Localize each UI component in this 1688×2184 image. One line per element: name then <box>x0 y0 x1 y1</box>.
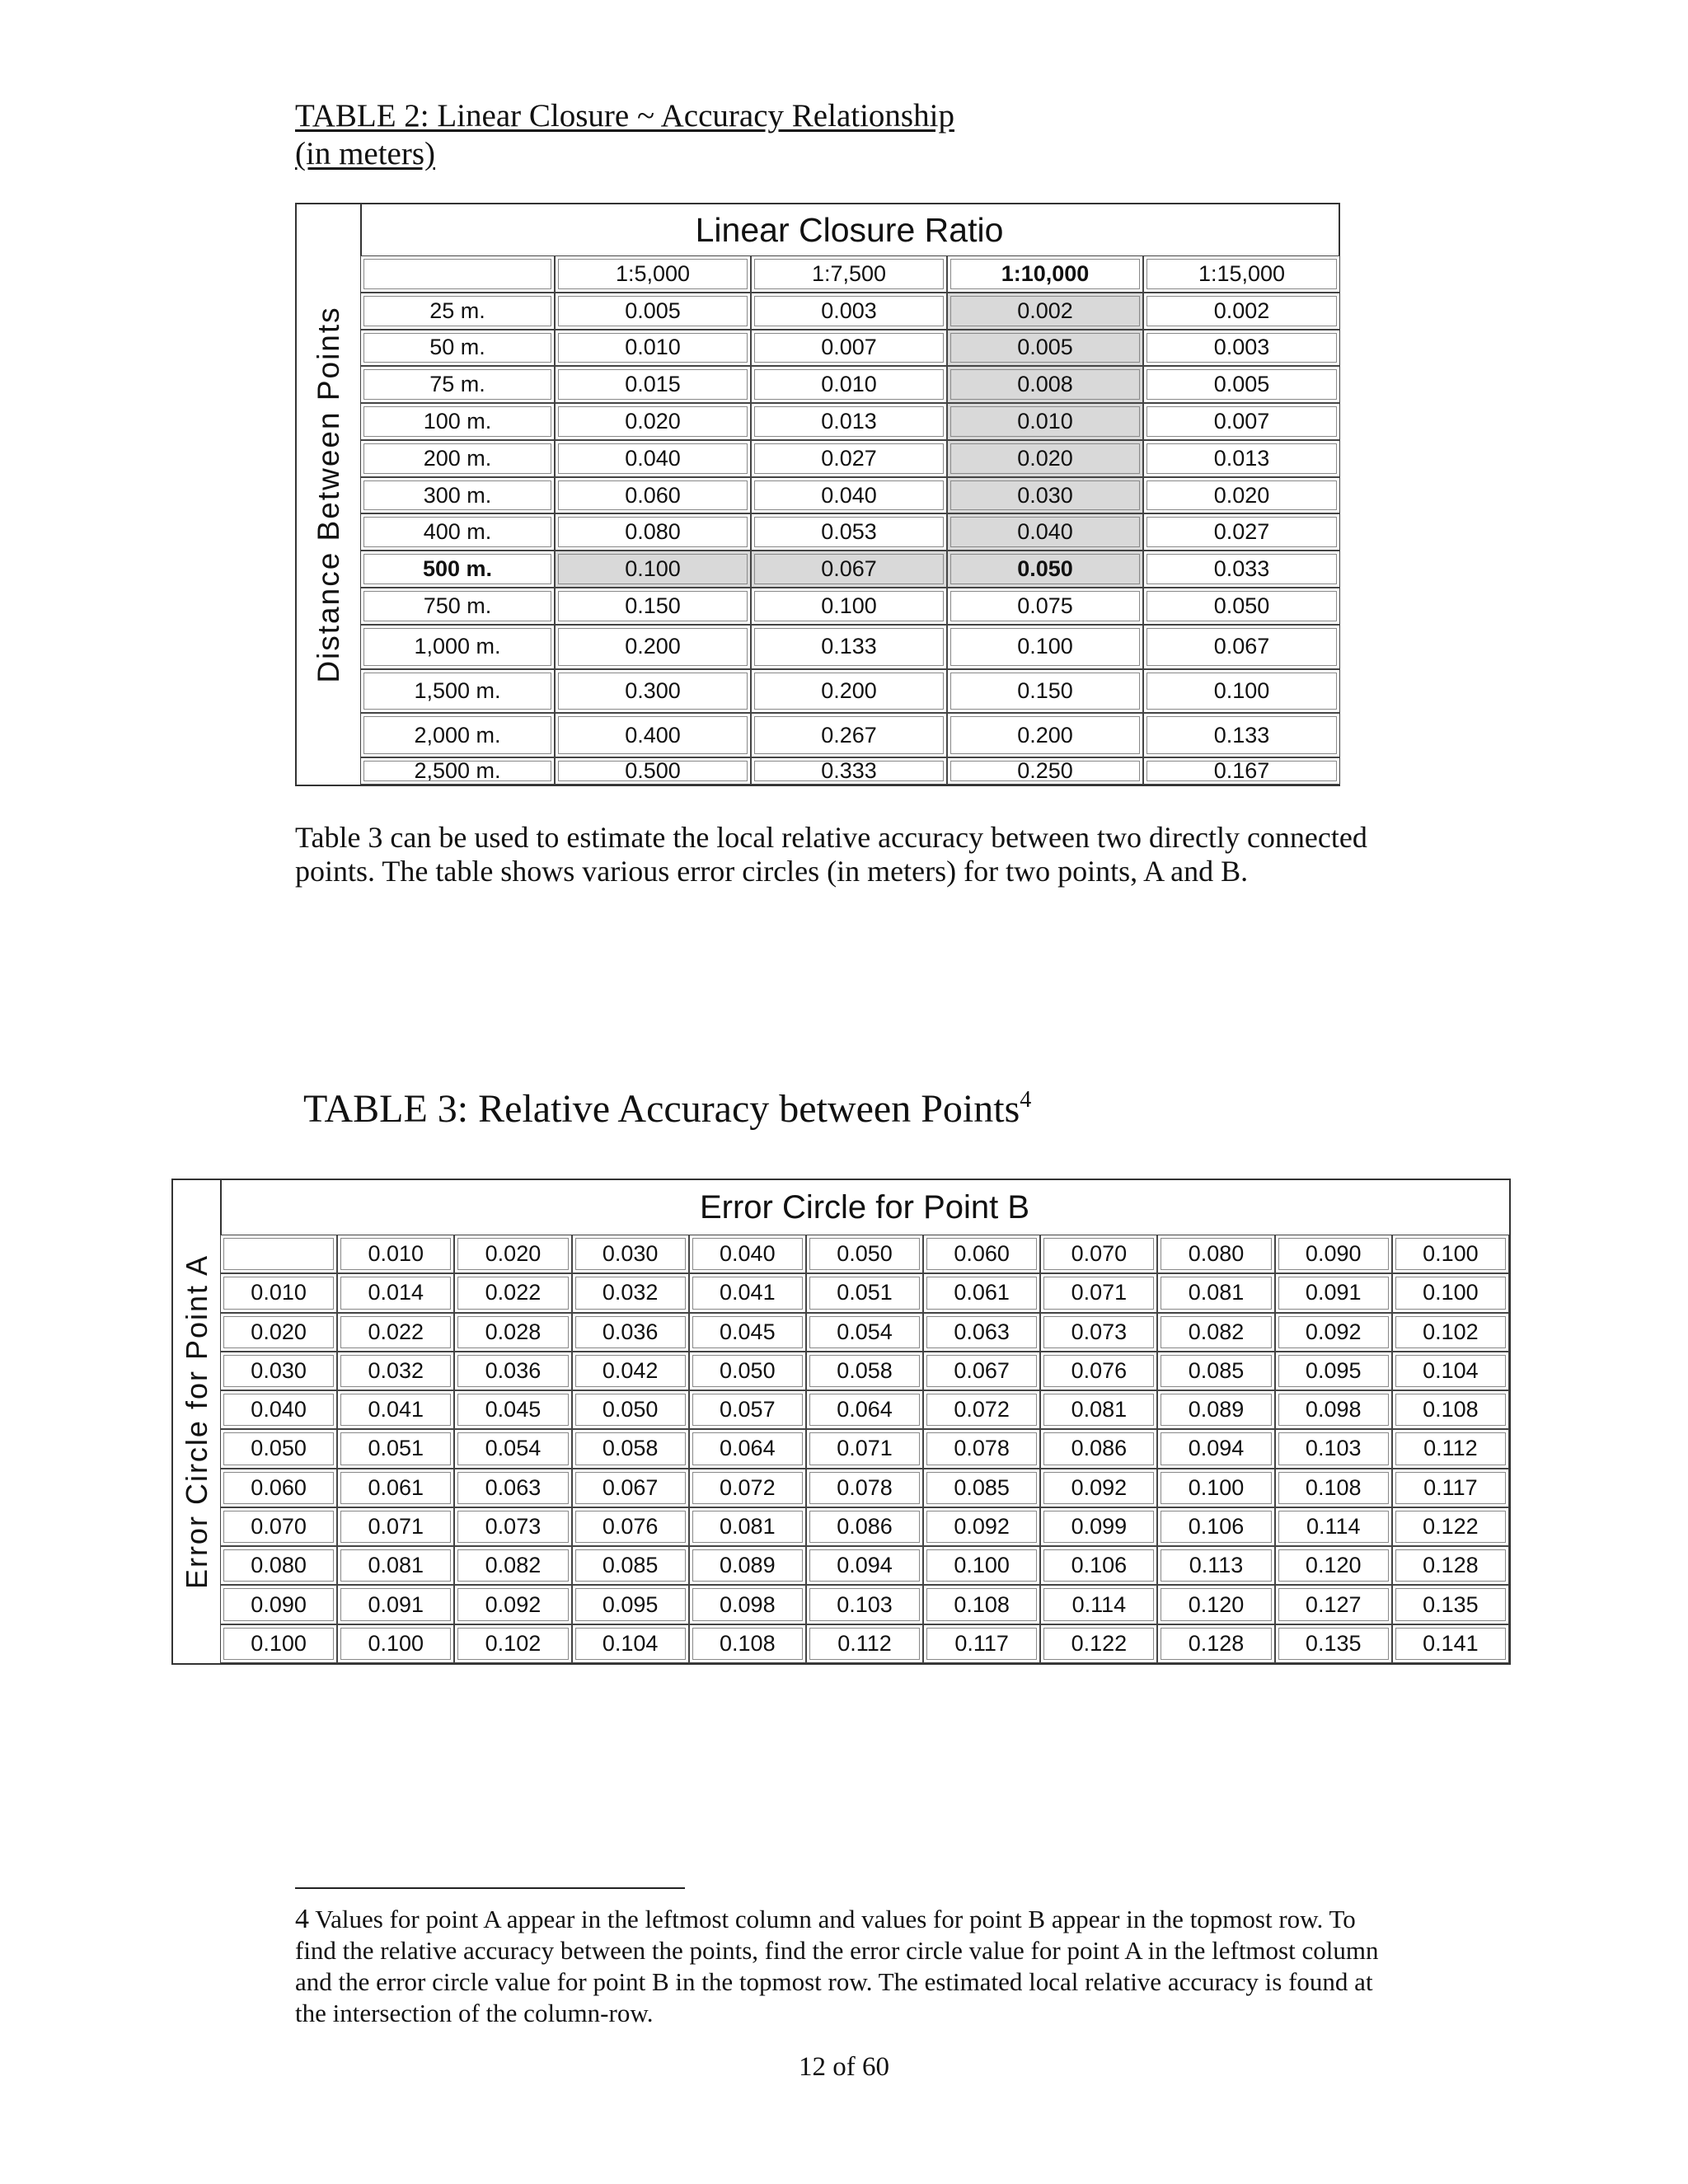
table2-cell: 0.002 <box>1143 293 1340 330</box>
table3-cell: 0.103 <box>1275 1429 1392 1468</box>
table3-cell: 0.071 <box>806 1429 923 1468</box>
table2-cell: 0.200 <box>947 713 1143 757</box>
table2-grid <box>360 255 1339 785</box>
table3-cell: 0.050 <box>572 1390 689 1429</box>
table3-cell: 0.122 <box>1392 1507 1509 1546</box>
table2-cell: 0.002 <box>947 293 1143 330</box>
table3-caption <box>303 1086 1031 1132</box>
table3-cell: 0.117 <box>1392 1469 1509 1507</box>
table2-cell: 0.013 <box>751 403 947 440</box>
table3-cell: 0.102 <box>1392 1313 1509 1352</box>
table3-cell: 0.076 <box>572 1507 689 1546</box>
table3-cell: 0.120 <box>1275 1546 1392 1585</box>
footnote-text: Values for point A appear in the leftmost column and values for point B appear in the topmost row. To find the relative accuracy between the points, find the error circle value for point A in the leftmost column and the error circle value for point B in the topmost row. The estimated local relative accuracy is found at the intersection of the column-row. <box>295 1905 1379 2027</box>
table2-cell: 0.300 <box>555 669 751 714</box>
table2-row-header: 300 m. <box>360 477 555 514</box>
table2-column-header: 1:5,000 <box>555 255 751 293</box>
table2-cell: 0.007 <box>751 330 947 367</box>
table3-cell: 0.071 <box>337 1507 454 1546</box>
table3-column-header: 0.090 <box>1275 1235 1392 1273</box>
table3-column-header: 0.020 <box>454 1235 571 1273</box>
table2-cell: 0.003 <box>751 293 947 330</box>
table3-cell: 0.073 <box>1040 1313 1157 1352</box>
table3-cell: 0.064 <box>806 1390 923 1429</box>
table3-side-header <box>173 1180 222 1663</box>
table2-caption-line1: TABLE 2: Linear Closure ~ Accuracy Relationship <box>295 98 954 134</box>
table3-cell: 0.085 <box>923 1469 1040 1507</box>
table3-caption-text: TABLE 3: Relative Accuracy between Points <box>303 1087 1020 1131</box>
table3-cell: 0.082 <box>1157 1313 1274 1352</box>
table3-cell: 0.117 <box>923 1624 1040 1663</box>
table3-cell: 0.061 <box>923 1273 1040 1312</box>
table2-cell: 0.003 <box>1143 330 1340 367</box>
table3-cell: 0.099 <box>1040 1507 1157 1546</box>
table2-row-header: 200 m. <box>360 440 555 477</box>
table2-cell: 0.020 <box>1143 477 1340 514</box>
table2-row-header: 400 m. <box>360 513 555 551</box>
table3-cell: 0.095 <box>1275 1352 1392 1390</box>
table3-cell: 0.135 <box>1275 1624 1392 1663</box>
table2-cell: 0.200 <box>751 669 947 714</box>
table3-column-header: 0.010 <box>337 1235 454 1273</box>
table3-cell: 0.086 <box>1040 1429 1157 1468</box>
table3 <box>171 1179 1511 1665</box>
table3-cell: 0.103 <box>806 1585 923 1624</box>
table3-cell: 0.032 <box>572 1273 689 1312</box>
table3-column-header: 0.030 <box>572 1235 689 1273</box>
table2-column-header: 1:15,000 <box>1143 255 1340 293</box>
table3-cell: 0.100 <box>1157 1469 1274 1507</box>
table2-caption-line2: (in meters) <box>295 136 436 171</box>
table2-cell: 0.033 <box>1143 551 1340 588</box>
table2-cell: 0.030 <box>947 477 1143 514</box>
table2-cell: 0.067 <box>1143 625 1340 669</box>
table2-column-header: 1:7,500 <box>751 255 947 293</box>
table2-row-header: 2,000 m. <box>360 713 555 757</box>
table2-cell: 0.100 <box>555 551 751 588</box>
table2-row-header: 1,500 m. <box>360 669 555 714</box>
table3-row-header: 0.050 <box>220 1429 337 1468</box>
table2-cell: 0.027 <box>1143 513 1340 551</box>
table3-cell: 0.128 <box>1157 1624 1274 1663</box>
table2-cell: 0.333 <box>751 757 947 785</box>
table3-cell: 0.064 <box>689 1429 806 1468</box>
table3-row-header: 0.100 <box>220 1624 337 1663</box>
table2-cell: 0.020 <box>555 403 751 440</box>
table2-cell: 0.100 <box>1143 669 1340 714</box>
table3-cell: 0.022 <box>454 1273 571 1312</box>
table3-cell: 0.113 <box>1157 1546 1274 1585</box>
table3-cell: 0.032 <box>337 1352 454 1390</box>
table2-cell: 0.400 <box>555 713 751 757</box>
table2-cell: 0.075 <box>947 588 1143 625</box>
table3-cell: 0.112 <box>806 1624 923 1663</box>
table3-cell: 0.108 <box>1275 1469 1392 1507</box>
table3-cell: 0.098 <box>1275 1390 1392 1429</box>
table3-row-header: 0.020 <box>220 1313 337 1352</box>
table3-cell: 0.112 <box>1392 1429 1509 1468</box>
table3-cell: 0.128 <box>1392 1546 1509 1585</box>
table2-cell: 0.010 <box>947 403 1143 440</box>
table3-column-header: 0.100 <box>1392 1235 1509 1273</box>
table3-row-header: 0.010 <box>220 1273 337 1312</box>
table3-cell: 0.081 <box>1157 1273 1274 1312</box>
table3-title: Error Circle for Point B <box>220 1180 1509 1236</box>
table3-cell: 0.108 <box>923 1585 1040 1624</box>
table2-row-header: 100 m. <box>360 403 555 440</box>
table3-cell: 0.067 <box>572 1469 689 1507</box>
table2-row-header: 500 m. <box>360 551 555 588</box>
table3-cell: 0.051 <box>806 1273 923 1312</box>
table3-cell: 0.042 <box>572 1352 689 1390</box>
table3-cell: 0.041 <box>337 1390 454 1429</box>
table3-cell: 0.095 <box>572 1585 689 1624</box>
table3-cell: 0.045 <box>454 1390 571 1429</box>
table2-cell: 0.010 <box>751 366 947 403</box>
table2-cell: 0.005 <box>1143 366 1340 403</box>
table2-corner-cell <box>360 255 555 293</box>
table2-cell: 0.150 <box>947 669 1143 714</box>
table3-cell: 0.120 <box>1157 1585 1274 1624</box>
table2-cell: 0.027 <box>751 440 947 477</box>
table2-side-header <box>297 204 362 785</box>
table3-side-label: Error Circle for Point A <box>179 1254 213 1590</box>
table3-cell: 0.057 <box>689 1390 806 1429</box>
table3-cell: 0.092 <box>1040 1469 1157 1507</box>
table3-cell: 0.061 <box>337 1469 454 1507</box>
table3-cell: 0.072 <box>923 1390 1040 1429</box>
table3-cell: 0.058 <box>806 1352 923 1390</box>
page-number: 12 of 60 <box>799 2052 889 2082</box>
table2-cell: 0.015 <box>555 366 751 403</box>
table3-cell: 0.135 <box>1392 1585 1509 1624</box>
table3-cell: 0.063 <box>923 1313 1040 1352</box>
footnote-ref: 4 <box>1020 1087 1032 1113</box>
table3-cell: 0.045 <box>689 1313 806 1352</box>
table3-cell: 0.104 <box>1392 1352 1509 1390</box>
table3-row-header: 0.070 <box>220 1507 337 1546</box>
table3-cell: 0.100 <box>923 1546 1040 1585</box>
table3-cell: 0.054 <box>454 1429 571 1468</box>
table3-cell: 0.014 <box>337 1273 454 1312</box>
table2-cell: 0.133 <box>751 625 947 669</box>
table2-cell: 0.133 <box>1143 713 1340 757</box>
table3-cell: 0.089 <box>1157 1390 1274 1429</box>
table3-cell: 0.092 <box>454 1585 571 1624</box>
table3-cell: 0.036 <box>572 1313 689 1352</box>
table3-cell: 0.114 <box>1040 1585 1157 1624</box>
table3-column-header: 0.040 <box>689 1235 806 1273</box>
table3-cell: 0.104 <box>572 1624 689 1663</box>
table3-cell: 0.081 <box>689 1507 806 1546</box>
table3-row-header: 0.030 <box>220 1352 337 1390</box>
table3-cell: 0.106 <box>1040 1546 1157 1585</box>
table2-cell: 0.020 <box>947 440 1143 477</box>
table3-cell: 0.073 <box>454 1507 571 1546</box>
footnote-number: 4 <box>295 1904 309 1934</box>
table2-cell: 0.150 <box>555 588 751 625</box>
table2-cell: 0.080 <box>555 513 751 551</box>
table2-row-header: 750 m. <box>360 588 555 625</box>
table3-cell: 0.100 <box>1392 1273 1509 1312</box>
intro-paragraph: Table 3 can be used to estimate the local relative accuracy between two directly connected points. The table shows various error circles (in meters) for two points, A and B. <box>295 821 1367 888</box>
table3-body <box>220 1180 1509 1663</box>
table3-cell: 0.022 <box>337 1313 454 1352</box>
table2-cell: 0.007 <box>1143 403 1340 440</box>
table2-row-header: 2,500 m. <box>360 757 555 785</box>
table3-row-header: 0.080 <box>220 1546 337 1585</box>
table3-cell: 0.071 <box>1040 1273 1157 1312</box>
table3-cell: 0.063 <box>454 1469 571 1507</box>
table2-cell: 0.500 <box>555 757 751 785</box>
table2-cell: 0.040 <box>751 477 947 514</box>
table2-cell: 0.005 <box>555 293 751 330</box>
table3-cell: 0.127 <box>1275 1585 1392 1624</box>
table3-cell: 0.094 <box>1157 1429 1274 1468</box>
table3-cell: 0.076 <box>1040 1352 1157 1390</box>
table3-column-header: 0.060 <box>923 1235 1040 1273</box>
table3-cell: 0.081 <box>337 1546 454 1585</box>
table3-cell: 0.108 <box>689 1624 806 1663</box>
table2-row-header: 1,000 m. <box>360 625 555 669</box>
table2-column-header: 1:10,000 <box>947 255 1143 293</box>
table3-cell: 0.106 <box>1157 1507 1274 1546</box>
table3-cell: 0.081 <box>1040 1390 1157 1429</box>
table2-cell: 0.050 <box>1143 588 1340 625</box>
table2-cell: 0.100 <box>947 625 1143 669</box>
table3-row-header: 0.040 <box>220 1390 337 1429</box>
table2-cell: 0.040 <box>947 513 1143 551</box>
table2-row-header: 75 m. <box>360 366 555 403</box>
footnote-divider <box>295 1887 685 1889</box>
table3-cell: 0.091 <box>1275 1273 1392 1312</box>
table3-cell: 0.058 <box>572 1429 689 1468</box>
table3-cell: 0.078 <box>806 1469 923 1507</box>
table3-cell: 0.108 <box>1392 1390 1509 1429</box>
table3-cell: 0.089 <box>689 1546 806 1585</box>
table2-caption <box>295 97 954 173</box>
table2-title: Linear Closure Ratio <box>360 204 1339 257</box>
table2-cell: 0.167 <box>1143 757 1340 785</box>
table3-cell: 0.050 <box>689 1352 806 1390</box>
table2-row-header: 25 m. <box>360 293 555 330</box>
table3-cell: 0.098 <box>689 1585 806 1624</box>
table3-cell: 0.041 <box>689 1273 806 1312</box>
table3-cell: 0.091 <box>337 1585 454 1624</box>
table3-corner-cell <box>220 1235 337 1273</box>
table2-cell: 0.040 <box>555 440 751 477</box>
table3-cell: 0.085 <box>1157 1352 1274 1390</box>
table2 <box>295 203 1340 786</box>
table3-cell: 0.078 <box>923 1429 1040 1468</box>
table3-cell: 0.122 <box>1040 1624 1157 1663</box>
table3-cell: 0.067 <box>923 1352 1040 1390</box>
footnote <box>295 1904 1383 2029</box>
table2-row-header: 50 m. <box>360 330 555 367</box>
table3-column-header: 0.080 <box>1157 1235 1274 1273</box>
table2-cell: 0.050 <box>947 551 1143 588</box>
table2-cell: 0.060 <box>555 477 751 514</box>
table3-cell: 0.141 <box>1392 1624 1509 1663</box>
table3-cell: 0.094 <box>806 1546 923 1585</box>
table2-cell: 0.013 <box>1143 440 1340 477</box>
table3-cell: 0.092 <box>1275 1313 1392 1352</box>
table3-cell: 0.051 <box>337 1429 454 1468</box>
table3-row-header: 0.060 <box>220 1469 337 1507</box>
table2-cell: 0.200 <box>555 625 751 669</box>
table3-cell: 0.036 <box>454 1352 571 1390</box>
table3-column-header: 0.050 <box>806 1235 923 1273</box>
table3-cell: 0.100 <box>337 1624 454 1663</box>
table3-grid <box>220 1235 1509 1663</box>
table3-cell: 0.082 <box>454 1546 571 1585</box>
table3-cell: 0.072 <box>689 1469 806 1507</box>
table3-cell: 0.086 <box>806 1507 923 1546</box>
table2-cell: 0.100 <box>751 588 947 625</box>
table3-cell: 0.054 <box>806 1313 923 1352</box>
table2-cell: 0.267 <box>751 713 947 757</box>
table2-body <box>360 204 1339 785</box>
table3-cell: 0.092 <box>923 1507 1040 1546</box>
table2-cell: 0.250 <box>947 757 1143 785</box>
table3-cell: 0.085 <box>572 1546 689 1585</box>
table3-cell: 0.114 <box>1275 1507 1392 1546</box>
table2-side-label: Distance Between Points <box>311 306 345 683</box>
table2-cell: 0.008 <box>947 366 1143 403</box>
table3-row-header: 0.090 <box>220 1585 337 1624</box>
table2-cell: 0.067 <box>751 551 947 588</box>
table2-cell: 0.010 <box>555 330 751 367</box>
table3-cell: 0.028 <box>454 1313 571 1352</box>
table2-cell: 0.005 <box>947 330 1143 367</box>
table2-cell: 0.053 <box>751 513 947 551</box>
table3-column-header: 0.070 <box>1040 1235 1157 1273</box>
table3-cell: 0.102 <box>454 1624 571 1663</box>
